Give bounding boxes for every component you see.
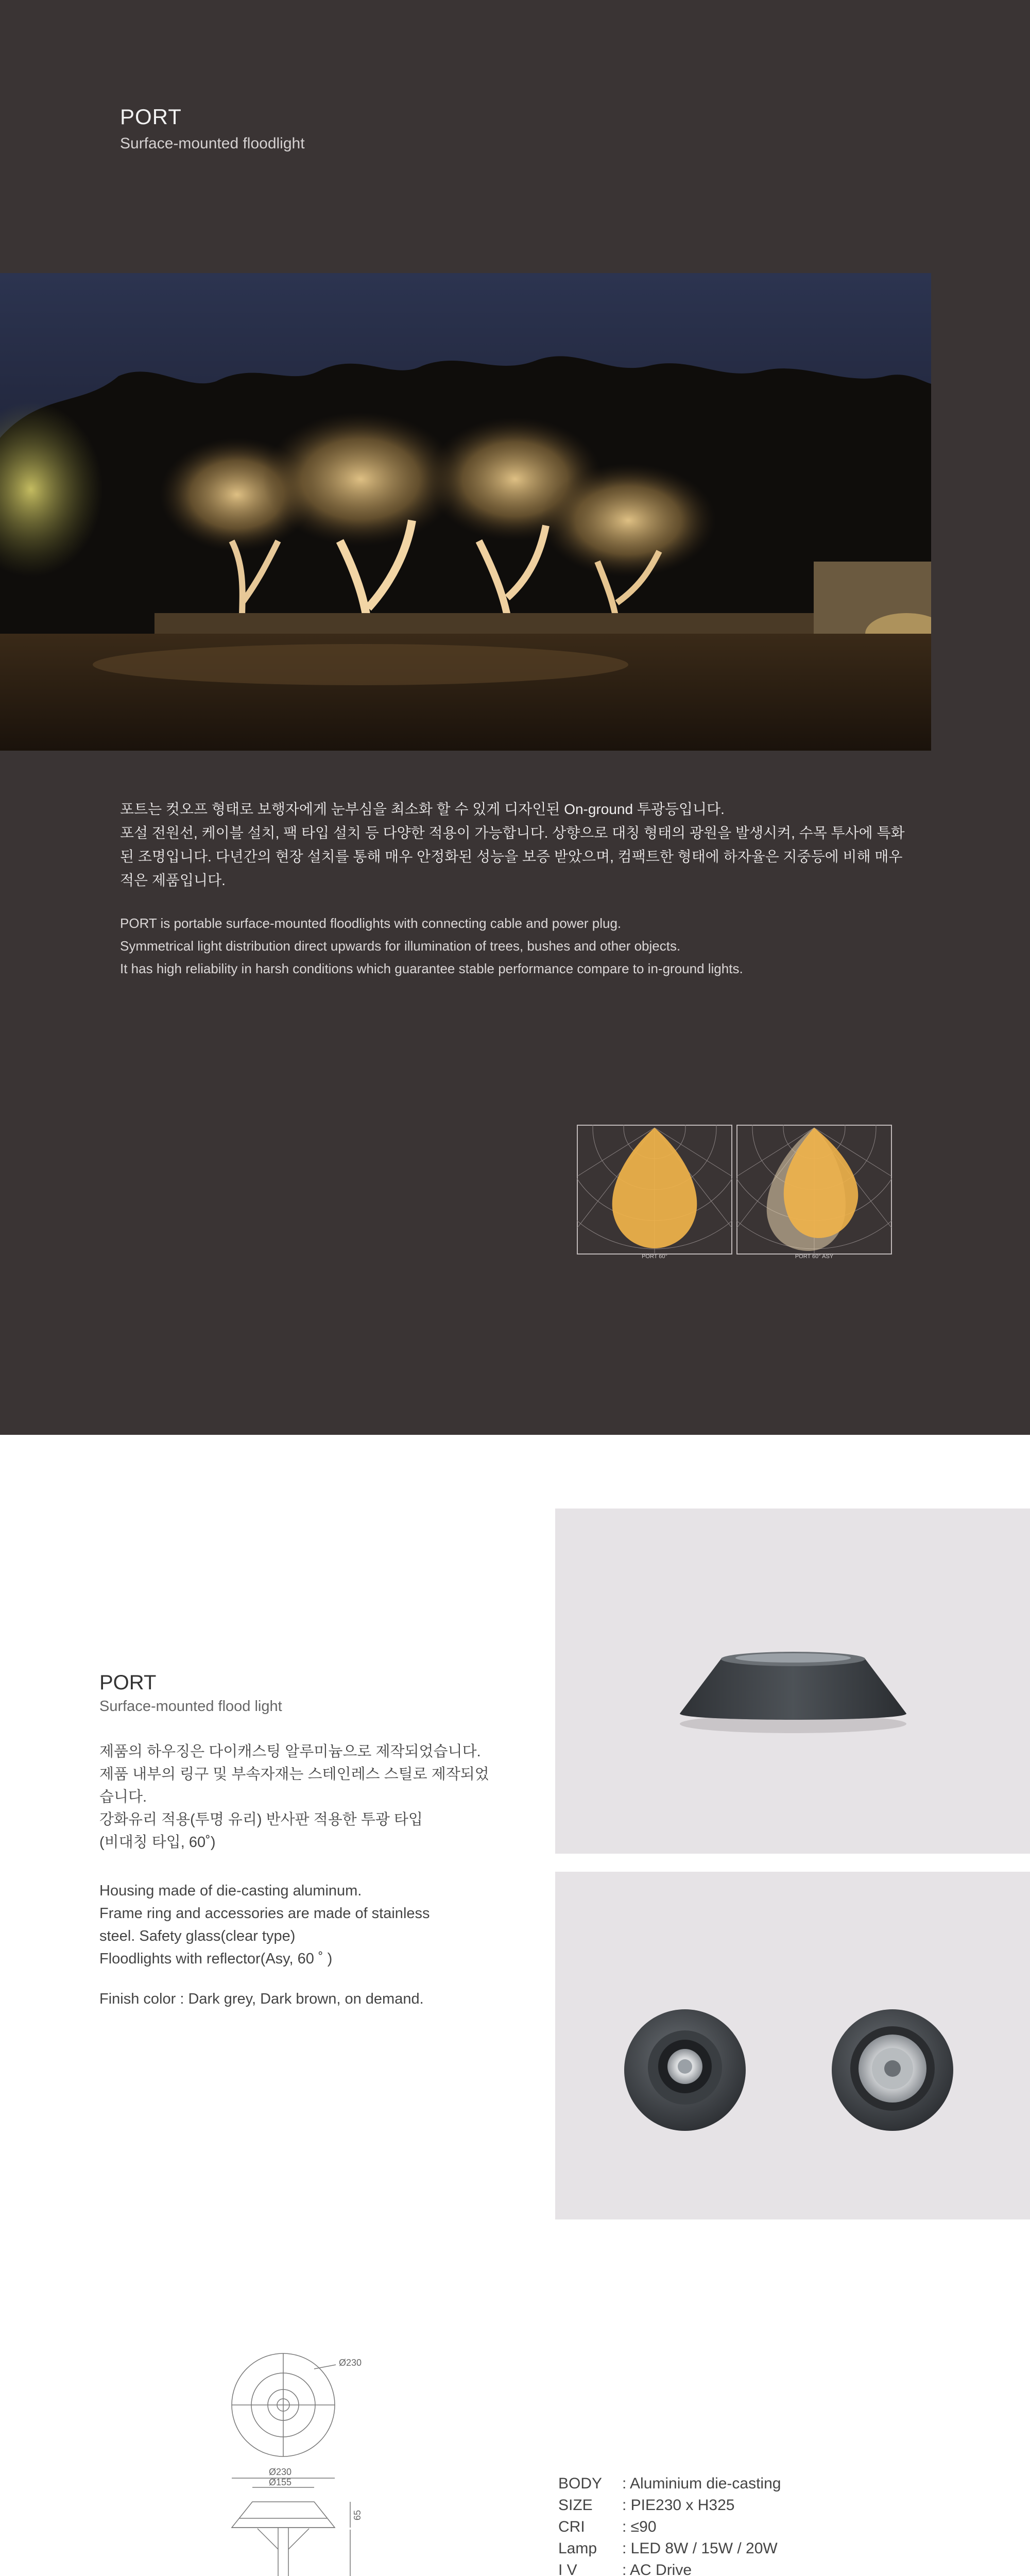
light-distribution-diagram-symmetric <box>577 1125 732 1255</box>
spec-value: : ≤90 <box>622 2518 657 2535</box>
intro-en-line: Symmetrical light distribution direct upwards for illumination of trees, bushes and other objects. <box>120 938 681 954</box>
page-subtitle: Surface-mounted floodlight <box>120 135 305 152</box>
product-en-line: steel. Safety glass(clear type) <box>99 1928 296 1944</box>
spec-label: I V <box>558 2562 577 2576</box>
spec-value: : PIE230 x H325 <box>622 2497 735 2514</box>
product-top-view-panel <box>555 1872 1030 2219</box>
spec-label: Lamp <box>558 2540 597 2557</box>
intro-en-line: It has high reliability in harsh conditions which guarantee stable performance compare to in-ground lights. <box>120 961 743 976</box>
product-ko-line: 제품의 하우징은 다이캐스팅 알루미늄으로 제작되었습니다. <box>99 1743 481 1760</box>
spec-row <box>558 2560 781 2576</box>
intro-en-line: PORT is portable surface-mounted floodlights with connecting cable and power plug. <box>120 916 622 931</box>
spec-row <box>558 2473 781 2495</box>
technical-drawing <box>201 2343 386 2576</box>
spec-label: CRI <box>558 2518 585 2535</box>
spec-row <box>558 2495 781 2516</box>
spec-value: : Aluminium die-casting <box>622 2475 781 2492</box>
intro-ko-line: 포트는 컷오프 형태로 보행자에게 눈부심을 최소화 할 수 있게 디자인된 On-ground 투광등입니다. <box>120 801 725 817</box>
intro-ko-line: 적은 제품입니다. <box>120 872 226 888</box>
spec-value: : AC Drive <box>622 2562 692 2576</box>
dim-inner-diameter: Ø155 <box>269 2477 292 2487</box>
spec-label: SIZE <box>558 2497 593 2514</box>
night-garden-photo <box>0 273 931 751</box>
intro-english <box>120 912 934 980</box>
product-subtitle: Surface-mounted flood light <box>99 1698 282 1715</box>
diagram-caption: PORT 60° ASY <box>795 1253 834 1260</box>
product-ko-line: 강화유리 적용(투명 유리) 반사판 적용한 투광 타입 <box>99 1811 423 1828</box>
spec-row <box>558 2538 781 2560</box>
intro-korean <box>120 798 934 892</box>
light-distribution-diagram-asymmetric <box>736 1125 892 1255</box>
spec-value: : LED 8W / 15W / 20W <box>622 2540 778 2557</box>
dim-front-diameter: Ø230 <box>269 2467 292 2477</box>
product-en-line: Floodlights with reflector(Asy, 60 ˚ ) <box>99 1951 333 1967</box>
dim-head-height: 65 <box>352 2510 363 2520</box>
product-title: PORT <box>99 1671 157 1694</box>
dim-outer-diameter: Ø230 <box>339 2358 362 2368</box>
product-en-line: Housing made of die-casting aluminum. <box>99 1883 362 1899</box>
finish-color: Finish color : Dark grey, Dark brown, on demand. <box>99 1991 424 2007</box>
product-ko-line: 습니다. <box>99 1789 147 1805</box>
product-korean-description <box>99 1740 522 1854</box>
product-english-description <box>99 1879 522 1970</box>
spec-label: BODY <box>558 2475 603 2492</box>
spec-list <box>558 2473 781 2576</box>
page-title: PORT <box>120 105 182 129</box>
product-side-view-panel <box>555 1509 1030 1854</box>
intro-ko-line: 포설 전원선, 케이블 설치, 팩 타입 설치 등 다양한 적용이 가능합니다. 상향으로 대칭 형태의 광원을 발생시켜, 수목 투사에 특화 <box>120 825 905 841</box>
product-ko-line: (비대칭 타입, 60˚) <box>99 1834 216 1851</box>
spec-row <box>558 2516 781 2538</box>
product-ko-line: 제품 내부의 링구 및 부속자재는 스테인레스 스틸로 제작되었 <box>99 1766 489 1783</box>
product-en-line: Frame ring and accessories are made of stainless <box>99 1905 430 1922</box>
diagram-caption: PORT 60° <box>642 1253 667 1260</box>
intro-ko-line: 된 조명입니다. 다년간의 현장 설치를 통해 매우 안정화된 성능을 보증 받았으며, 컴팩트한 형태에 하자율은 지중등에 비해 매우 <box>120 849 903 865</box>
